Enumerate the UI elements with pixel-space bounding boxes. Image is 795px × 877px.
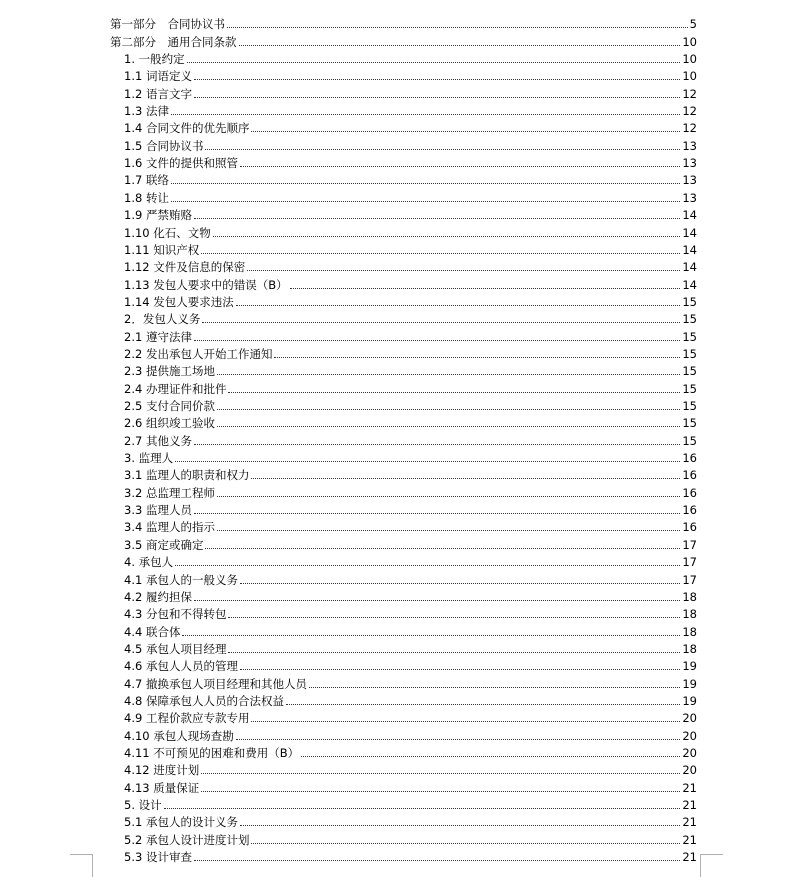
toc-entry-title: 1.12 文件及信息的保密: [124, 260, 246, 275]
toc-entry-title: 3.2 总监理工程师: [124, 485, 215, 500]
toc-entry-page-number: 15: [682, 294, 697, 309]
toc-entry-title: 4.7 撤换承包人项目经理和其他人员: [124, 676, 307, 691]
toc-entry-page-number: 16: [682, 451, 697, 466]
toc-entry[interactable]: [124, 552, 697, 569]
toc-entry-page-number: 14: [682, 277, 697, 292]
toc-entry-title: 2.6 组织竣工验收: [124, 416, 215, 431]
toc-dot-leader: [217, 530, 680, 531]
toc-dot-leader: [175, 565, 680, 566]
toc-entry-page-number: 13: [682, 173, 697, 188]
toc-entry-page-number: 20: [682, 746, 697, 761]
toc-entry[interactable]: [124, 118, 697, 135]
toc-entry-title: 4.4 联合体: [124, 624, 181, 639]
toc-dot-leader: [251, 131, 680, 132]
toc-entry-page-number: 16: [682, 503, 697, 518]
toc-entry-page-number: 13: [682, 138, 697, 153]
toc-entry[interactable]: [124, 604, 697, 621]
toc-entry[interactable]: [124, 777, 697, 794]
toc-entry-page-number: 14: [682, 260, 697, 275]
toc-entry[interactable]: [124, 760, 697, 777]
toc-entry[interactable]: [110, 31, 697, 48]
toc-dot-leader: [228, 652, 680, 653]
toc-entry-title: 4. 承包人: [124, 555, 174, 570]
toc-dot-leader: [227, 27, 688, 28]
toc-dot-leader: [251, 843, 680, 844]
toc-dot-leader: [201, 791, 680, 792]
toc-entry[interactable]: [124, 378, 697, 395]
toc-entry-page-number: 16: [682, 520, 697, 535]
toc-dot-leader: [236, 305, 681, 306]
toc-entry-page-number: 17: [682, 572, 697, 587]
toc-dot-leader: [217, 374, 680, 375]
toc-dot-leader: [247, 270, 680, 271]
toc-entry[interactable]: [124, 257, 697, 274]
toc-entry[interactable]: [124, 656, 697, 673]
toc-entry[interactable]: [124, 344, 697, 361]
toc-entry[interactable]: [124, 587, 697, 604]
toc-dot-leader: [205, 548, 680, 549]
toc-entry[interactable]: [124, 101, 697, 118]
toc-entry-page-number: 10: [682, 34, 697, 49]
toc-entry[interactable]: [110, 14, 697, 31]
toc-entry[interactable]: [124, 812, 697, 829]
toc-entry[interactable]: [124, 66, 697, 83]
toc-entry-page-number: 17: [682, 555, 697, 570]
toc-entry-title: 1.10 化石、文物: [124, 225, 211, 240]
toc-entry-title: 4.13 质量保证: [124, 780, 200, 795]
toc-entry-page-number: 5: [689, 17, 697, 32]
toc-entry-title: 2.2 发出承包人开始工作通知: [124, 346, 273, 361]
toc-entry-title: 5.1 承包人的设计义务: [124, 815, 238, 830]
toc-entry[interactable]: [124, 83, 697, 100]
toc-entry-page-number: 15: [682, 312, 697, 327]
toc-entry[interactable]: [124, 292, 697, 309]
toc-entry[interactable]: [124, 517, 697, 534]
toc-dot-leader: [217, 426, 680, 427]
toc-entry-title: 1.2 语言文字: [124, 86, 192, 101]
toc-entry-page-number: 19: [682, 659, 697, 674]
toc-dot-leader: [217, 409, 680, 410]
toc-entry-title: 第二部分 通用合同条款: [110, 34, 237, 49]
toc-entry-page-number: 15: [682, 416, 697, 431]
toc-entry[interactable]: [124, 188, 697, 205]
toc-entry[interactable]: [124, 309, 697, 326]
toc-dot-leader: [290, 288, 681, 289]
toc-entry-page-number: 14: [682, 208, 697, 223]
toc-entry-title: 3.1 监理人的职责和权力: [124, 468, 250, 483]
toc-dot-leader: [171, 114, 680, 115]
toc-entry[interactable]: [124, 743, 697, 760]
toc-entry[interactable]: [124, 222, 697, 239]
toc-dot-leader: [228, 617, 680, 618]
toc-entry-page-number: 12: [682, 86, 697, 101]
toc-entry[interactable]: [124, 847, 697, 864]
toc-entry-page-number: 19: [682, 676, 697, 691]
toc-dot-leader: [182, 635, 680, 636]
toc-dot-leader: [286, 704, 680, 705]
toc-entry-page-number: 15: [682, 433, 697, 448]
toc-entry[interactable]: [124, 430, 697, 447]
toc-entry[interactable]: [124, 829, 697, 846]
toc-entry-title: 2.4 办理证件和批件: [124, 381, 227, 396]
toc-entry-page-number: 21: [682, 798, 697, 813]
toc-entry[interactable]: [124, 205, 697, 222]
toc-entry-title: 5. 设计: [124, 798, 162, 813]
toc-entry-title: 2.5 支付合同价款: [124, 399, 215, 414]
crop-mark-bottom-right: [700, 854, 723, 877]
toc-entry-page-number: 18: [682, 607, 697, 622]
toc-entry-title: 2.7 其他义务: [124, 433, 192, 448]
toc-entry[interactable]: [124, 621, 697, 638]
toc-entry-title: 5.3 设计审查: [124, 850, 192, 865]
toc-entry[interactable]: [124, 535, 697, 552]
toc-entry-page-number: 18: [682, 641, 697, 656]
toc-entry-title: 1.13 发包人要求中的错误（B）: [124, 277, 288, 292]
toc-dot-leader: [240, 669, 680, 670]
toc-entry-title: 4.1 承包人的一般义务: [124, 572, 238, 587]
toc-entry-title: 2.1 遵守法律: [124, 329, 192, 344]
toc-dot-leader: [217, 496, 680, 497]
toc-dot-leader: [202, 322, 680, 323]
toc-entry-page-number: 20: [682, 711, 697, 726]
toc-dot-leader: [239, 45, 681, 46]
toc-entry-page-number: 21: [682, 850, 697, 865]
toc-entry[interactable]: [124, 465, 697, 482]
toc-dot-leader: [175, 461, 680, 462]
toc-entry-title: 4.10 承包人现场查勘: [124, 728, 234, 743]
toc-entry[interactable]: [124, 708, 697, 725]
toc-entry[interactable]: [124, 569, 697, 586]
toc-dot-leader: [194, 513, 680, 514]
toc-entry-page-number: 17: [682, 537, 697, 552]
toc-entry-title: 3.5 商定或确定: [124, 537, 204, 552]
toc-entry-page-number: 15: [682, 364, 697, 379]
toc-entry-page-number: 15: [682, 329, 697, 344]
toc-entry-page-number: 13: [682, 190, 697, 205]
toc-entry-title: 4.8 保障承包人人员的合法权益: [124, 693, 284, 708]
toc-entry-title: 4.6 承包人人员的管理: [124, 659, 238, 674]
toc-dot-leader: [301, 756, 680, 757]
toc-entry[interactable]: [124, 274, 697, 291]
toc-dot-leader: [240, 166, 680, 167]
toc-entry[interactable]: [124, 639, 697, 656]
toc-entry-title: 第一部分 合同协议书: [110, 17, 225, 32]
toc-dot-leader: [236, 739, 681, 740]
toc-dot-leader: [201, 773, 680, 774]
toc-entry-title: 1.9 严禁贿赂: [124, 208, 192, 223]
toc-entry-title: 1.6 文件的提供和照管: [124, 156, 238, 171]
toc-entry-title: 1.14 发包人要求违法: [124, 294, 234, 309]
toc-entry-page-number: 18: [682, 589, 697, 604]
toc-dot-leader: [274, 357, 680, 358]
toc-entry-title: 1. 一般约定: [124, 52, 185, 67]
toc-entry-page-number: 20: [682, 728, 697, 743]
toc-entry[interactable]: [124, 326, 697, 343]
toc-entry-page-number: 15: [682, 381, 697, 396]
toc-entry-page-number: 15: [682, 346, 697, 361]
toc-dot-leader: [194, 97, 680, 98]
toc-entry[interactable]: [124, 413, 697, 430]
toc-dot-leader: [194, 860, 680, 861]
toc-entry[interactable]: [124, 448, 697, 465]
toc-dot-leader: [251, 721, 680, 722]
toc-dot-leader: [194, 218, 680, 219]
toc-entry[interactable]: [124, 691, 697, 708]
toc-entry-title: 4.2 履约担保: [124, 589, 192, 604]
toc-entry-title: 2．发包人义务: [124, 312, 201, 327]
toc-entry-page-number: 13: [682, 156, 697, 171]
toc-entry[interactable]: [124, 153, 697, 170]
toc-entry[interactable]: [124, 170, 697, 187]
toc-dot-leader: [194, 444, 680, 445]
toc-entry-title: 1.1 词语定义: [124, 69, 192, 84]
toc-dot-leader: [205, 149, 680, 150]
toc-entry-title: 4.3 分包和不得转包: [124, 607, 227, 622]
toc-entry-page-number: 20: [682, 763, 697, 778]
toc-entry-title: 5.2 承包人设计进度计划: [124, 832, 250, 847]
toc-dot-leader: [194, 600, 680, 601]
toc-entry[interactable]: [124, 795, 697, 812]
toc-entry[interactable]: [124, 396, 697, 413]
toc-dot-leader: [171, 201, 680, 202]
toc-entry[interactable]: [124, 482, 697, 499]
toc-entry-page-number: 12: [682, 104, 697, 119]
toc-dot-leader: [164, 808, 681, 809]
toc-dot-leader: [194, 340, 680, 341]
toc-entry-page-number: 10: [682, 52, 697, 67]
toc-entry-title: 3. 监理人: [124, 451, 174, 466]
toc-entry-title: 4.12 进度计划: [124, 763, 200, 778]
toc-entry-title: 3.4 监理人的指示: [124, 520, 215, 535]
toc-entry-page-number: 18: [682, 624, 697, 639]
toc-entry[interactable]: [124, 240, 697, 257]
toc-entry-page-number: 16: [682, 468, 697, 483]
toc-entry-page-number: 12: [682, 121, 697, 136]
toc-entry-page-number: 16: [682, 485, 697, 500]
toc-entry[interactable]: [124, 135, 697, 152]
toc-dot-leader: [240, 583, 680, 584]
toc-entry-title: 4.9 工程价款应专款专用: [124, 711, 250, 726]
toc-entry-title: 2.3 提供施工场地: [124, 364, 215, 379]
toc-entry-title: 1.3 法律: [124, 104, 169, 119]
toc-entry-page-number: 21: [682, 815, 697, 830]
toc-entry-title: 1.4 合同文件的优先顺序: [124, 121, 250, 136]
toc-entry[interactable]: [124, 500, 697, 517]
toc-dot-leader: [194, 79, 680, 80]
toc-entry-title: 4.11 不可预见的困难和费用（B）: [124, 746, 300, 761]
toc-entry[interactable]: [124, 725, 697, 742]
toc-entry-title: 4.5 承包人项目经理: [124, 641, 227, 656]
toc-entry-title: 1.11 知识产权: [124, 242, 200, 257]
toc-dot-leader: [213, 236, 681, 237]
toc-entry-page-number: 15: [682, 399, 697, 414]
toc-entry-title: 1.7 联络: [124, 173, 169, 188]
toc-dot-leader: [201, 253, 680, 254]
toc-dot-leader: [187, 62, 681, 63]
toc-entry-page-number: 19: [682, 693, 697, 708]
toc-entry[interactable]: [124, 361, 697, 378]
toc-entry-title: 1.8 转让: [124, 190, 169, 205]
toc-entry-page-number: 14: [682, 225, 697, 240]
toc-dot-leader: [240, 825, 680, 826]
toc-dot-leader: [171, 183, 680, 184]
crop-mark-bottom-left: [70, 854, 93, 877]
toc-entry-page-number: 10: [682, 69, 697, 84]
toc-dot-leader: [228, 392, 680, 393]
toc-entry-page-number: 21: [682, 832, 697, 847]
toc-entry[interactable]: [124, 673, 697, 690]
toc-entry-page-number: 21: [682, 780, 697, 795]
toc-entry-title: 1.5 合同协议书: [124, 138, 204, 153]
toc-entry-page-number: 14: [682, 242, 697, 257]
toc-entry-title: 3.3 监理人员: [124, 503, 192, 518]
toc-dot-leader: [251, 478, 680, 479]
toc-dot-leader: [309, 687, 680, 688]
toc-entry[interactable]: [124, 49, 697, 66]
